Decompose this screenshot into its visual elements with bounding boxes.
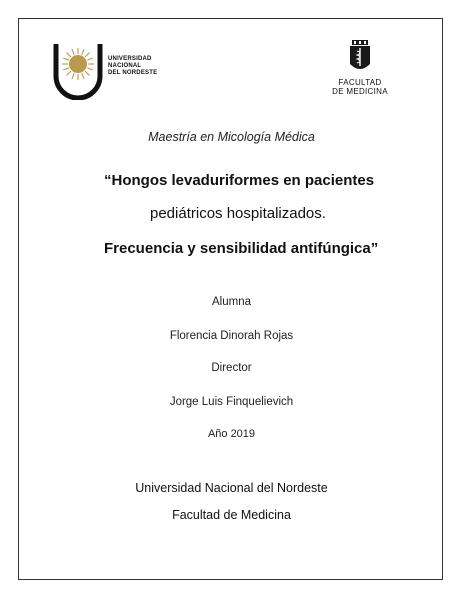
- facultad-medicina-shield-icon: [348, 40, 372, 74]
- facultad-medicina-logo-text: [330, 78, 390, 96]
- unne-text-line: DEL NORDESTE: [108, 70, 158, 76]
- university-name: Universidad Nacional del Nordeste: [135, 481, 328, 495]
- thesis-title-line-2: pediátricos hospitalizados.: [150, 205, 326, 222]
- student-label: Alumna: [212, 296, 251, 308]
- year: Año 2019: [207, 428, 256, 440]
- thesis-title-line-3: Frecuencia y sensibilidad antifúngica”: [104, 240, 379, 257]
- unne-logo-icon: [52, 42, 104, 100]
- faculty-name: Facultad de Medicina: [172, 508, 291, 522]
- program-name: Maestría en Micología Médica: [148, 130, 315, 144]
- director-name: Jorge Luis Finquelievich: [169, 396, 294, 408]
- unne-text-line: UNIVERSIDAD: [108, 56, 152, 62]
- fm-text-line: FACULTAD: [338, 78, 382, 87]
- unne-text-line: NACIONAL: [108, 63, 142, 69]
- student-name: Florencia Dinorah Rojas: [169, 330, 294, 342]
- director-label: Director: [211, 362, 252, 374]
- thesis-title-line-1: “Hongos levaduriformes en pacientes: [104, 172, 375, 189]
- unne-logo-text: [108, 56, 157, 77]
- fm-text-line: DE MEDICINA: [332, 87, 388, 96]
